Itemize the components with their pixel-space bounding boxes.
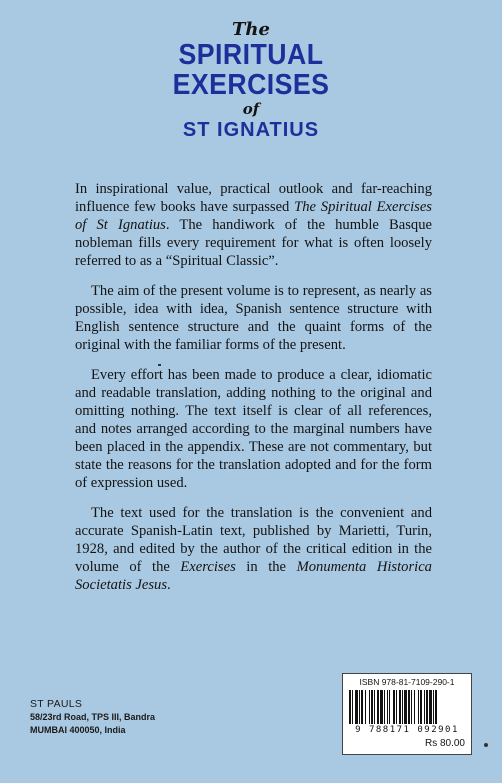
barcode-icon <box>349 690 465 724</box>
publisher-address-2: MUMBAI 400050, India <box>30 725 126 735</box>
publisher-name: ST PAULS <box>30 698 83 710</box>
title-block <box>0 20 502 142</box>
barcode-box <box>342 673 472 755</box>
title-author: ST IGNATIUS <box>182 119 320 141</box>
price-label: Rs 80.00 <box>424 738 465 749</box>
print-speck <box>158 364 161 366</box>
title-spiritual: SPIRITUAL <box>178 39 324 71</box>
publisher-address-1: 58/23rd Road, TPS III, Bandra <box>30 712 156 722</box>
book-title-italic: The Spiritual Exercises of St Ignatius <box>75 199 432 233</box>
title-the: The <box>232 19 270 40</box>
blurb-paragraph-1: In inspirational value, practical outlook and far-reaching influence few books have surpassed The Spiritual Exercises of St Ignatius. The handiwork of the humble Basque nobleman fills every requirement for what is often loosely referred to as a “Spiritual Classic”. <box>75 181 432 269</box>
title-exercises: EXERCISES <box>172 69 330 101</box>
blurb-text <box>75 180 432 606</box>
barcode-digits: 9 788171 092901 <box>355 725 459 735</box>
print-dot <box>484 743 488 747</box>
blurb-paragraph-2: The aim of the present volume is to represent, as nearly as possible, idea with idea, Spanish sentence structure with English sentence structure and the quaint forms of the original with the familiar forms of the present. <box>75 283 432 353</box>
blurb-paragraph-3: Every effort has been made to produce a clear, idiomatic and readable translation, adding nothing to the original and omitting nothing. The text itself is clear of all references, and notes arranged according to the marginal numbers have been placed in the appendix. These are not commentary, but state the reasons for the translation adopted and for the form of expression used. <box>75 367 432 491</box>
blurb-paragraph-4: The text used for the translation is the convenient and accurate Spanish-Latin text, published by Marietti, Turin, 1928, and edited by the author of the critical edition in the volume of the Exercises in the Monumenta Historica Societatis Jesus. <box>75 505 432 593</box>
publisher-info <box>30 698 155 737</box>
isbn-label: ISBN 978-81-7109-290-1 <box>359 677 455 687</box>
title-of: of <box>242 100 260 118</box>
